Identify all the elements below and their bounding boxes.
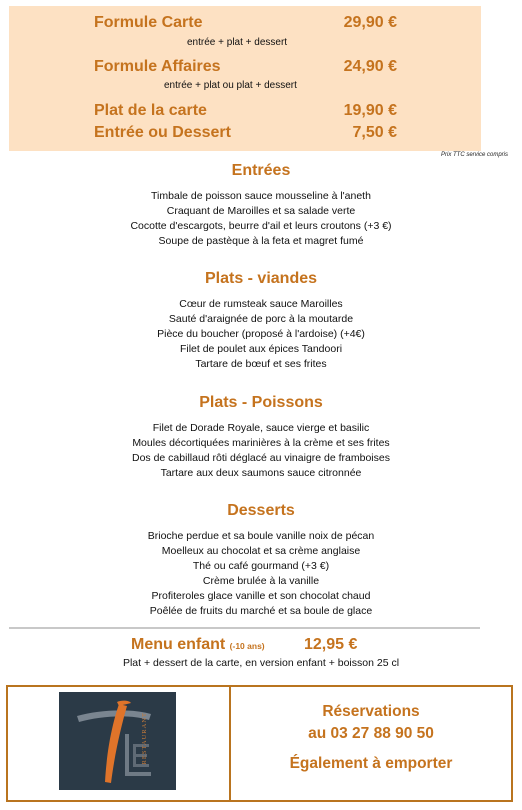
- section-title-desserts: Desserts: [227, 502, 295, 519]
- formula-name: Formule Carte: [94, 14, 203, 31]
- menu-item: Moules décortiquées marinières à la crème et ses frites: [132, 437, 390, 449]
- formula-price: 29,90 €: [343, 14, 397, 31]
- menu-item: Craquant de Maroilles et sa salade verte: [166, 205, 356, 217]
- section-title-poissons: Plats - Poissons: [199, 394, 323, 411]
- menu-item: Sauté d'araignée de porc à la moutarde: [168, 313, 354, 325]
- menu-item: Crème brulée à la vanille: [202, 575, 320, 587]
- prices-note: Prix TTC service compris: [440, 152, 508, 158]
- formula-price: 24,90 €: [343, 58, 397, 75]
- menu-item: Cocotte d'escargots, beurre d'ail et leurs croutons (+3 €): [130, 220, 392, 232]
- restaurant-logo: [59, 692, 176, 790]
- section-title-viandes: Plats - viandes: [204, 270, 318, 287]
- menu-item: Moelleux au chocolat et sa crème anglaise: [161, 545, 361, 557]
- formula-price: 7,50 €: [352, 124, 397, 141]
- menu-item: Filet de Dorade Royale, sauce vierge et basilic: [152, 422, 370, 434]
- menu-item: Tartare de bœuf et ses frites: [195, 358, 327, 370]
- kids-menu-age: (-10 ans): [229, 641, 265, 651]
- menu-item: Timbale de poisson sauce mousseline à l'aneth: [151, 190, 371, 202]
- section-items-poissons: [0, 421, 522, 481]
- kids-menu-description: Plat + dessert de la carte, en version enfant + boisson 25 cl: [122, 657, 400, 669]
- formula-detail: entrée + plat ou plat + dessert: [164, 80, 297, 91]
- formula-name: Formule Affaires: [94, 58, 221, 75]
- phone-number[interactable]: au 03 27 88 90 50: [308, 725, 434, 742]
- menu-item: Pièce du boucher (proposé à l'ardoise) (+4€): [157, 328, 365, 340]
- menu-item: Thé ou café gourmand (+3 €): [192, 560, 330, 572]
- section-items-entrees: [0, 189, 522, 249]
- menu-item: Poêlée de fruits du marché et sa boule de glace: [149, 605, 373, 617]
- section-items-viandes: [0, 297, 522, 372]
- contact-info: [231, 687, 511, 800]
- menu-item: Filet de poulet aux épices Tandoori: [179, 343, 343, 355]
- horizontal-divider: [9, 627, 480, 629]
- menu-item: Soupe de pastèque à la feta et magret fumé: [158, 235, 364, 247]
- kids-menu-price: 12,95 €: [304, 636, 358, 653]
- formulas-panel: [9, 6, 481, 151]
- kids-menu-title: [131, 636, 265, 654]
- reservations-label: Réservations: [322, 703, 420, 720]
- formula-name: Entrée ou Dessert: [94, 124, 231, 141]
- section-title-entrees: Entrées: [231, 162, 291, 179]
- formula-detail: entrée + plat + dessert: [187, 37, 288, 48]
- takeaway-label: Également à emporter: [289, 755, 453, 772]
- menu-item: Cœur de rumsteak sauce Maroilles: [179, 298, 343, 310]
- menu-item: Tartare aux deux saumons sauce citronnée: [160, 467, 362, 479]
- logo-graphic: [59, 692, 176, 790]
- menu-item: Profiteroles glace vanille et son chocolat chaud: [151, 590, 371, 602]
- contact-box: [6, 685, 513, 802]
- kids-menu-label: Menu enfant: [131, 636, 226, 653]
- formula-name: Plat de la carte: [94, 102, 207, 119]
- logo-text: RESTAURANT: [141, 712, 148, 765]
- section-items-desserts: [0, 529, 522, 619]
- menu-item: Brioche perdue et sa boule vanille noix de pécan: [147, 530, 375, 542]
- kids-menu: [0, 636, 522, 656]
- menu-item: Dos de cabillaud rôti déglacé au vinaigre de framboises: [132, 452, 390, 464]
- formula-price: 19,90 €: [343, 102, 397, 119]
